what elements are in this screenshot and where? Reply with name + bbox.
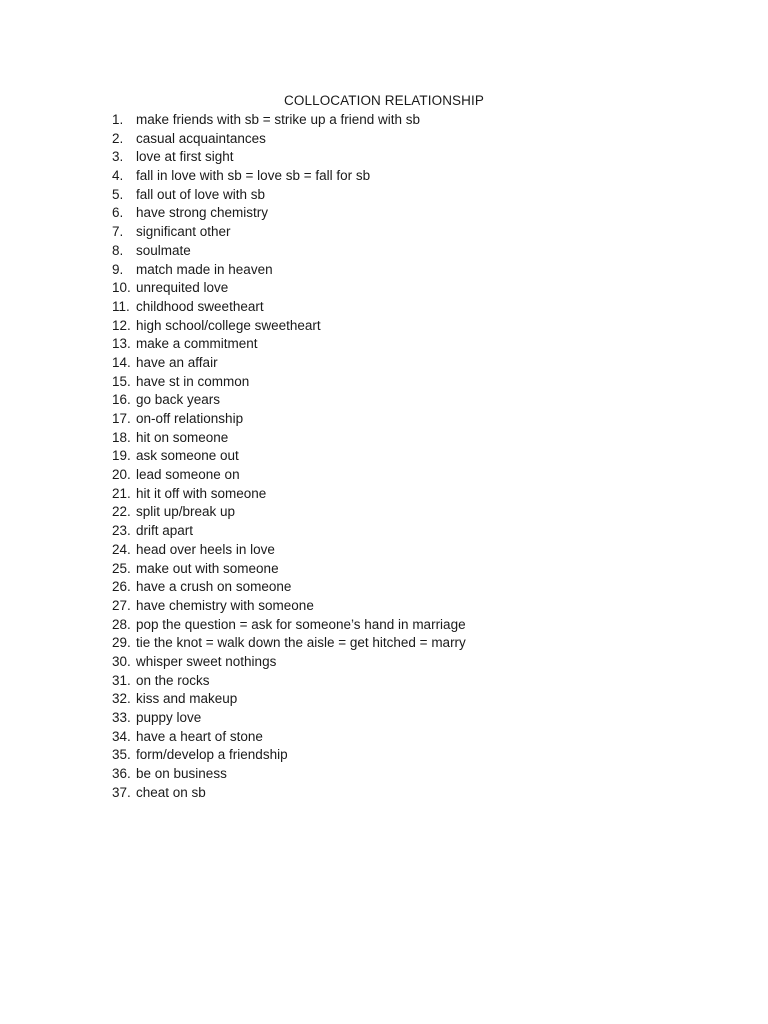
page-title: COLLOCATION RELATIONSHIP [284, 93, 484, 108]
list-item-text: significant other [136, 224, 231, 240]
list-item-number: 37. [112, 784, 131, 800]
list-item [112, 672, 466, 691]
list-item-number: 32. [112, 691, 131, 707]
list-item-number: 29. [112, 635, 131, 651]
list-item [112, 335, 466, 354]
list-item [112, 765, 466, 784]
list-item [112, 597, 466, 616]
list-item-number: 8. [112, 242, 124, 258]
list-item [112, 578, 466, 597]
list-item-text: have a heart of stone [136, 728, 263, 744]
list-item [112, 503, 466, 522]
list-item-text: on-off relationship [136, 411, 244, 426]
list-item-number: 31. [112, 672, 131, 688]
list-item [112, 784, 466, 803]
list-item-text: ask someone out [136, 448, 239, 464]
list-item [112, 653, 466, 672]
list-item-text: have an affair [136, 354, 218, 370]
list-item-number: 11. [112, 298, 130, 314]
list-item-text: cheat on sb [136, 784, 206, 800]
list-item-number: 17. [112, 411, 131, 426]
list-item-text: childhood sweetheart [136, 298, 264, 314]
list-item-number: 16. [112, 392, 131, 408]
list-item-number: 1. [112, 112, 124, 127]
list-item-number: 4. [112, 168, 124, 184]
list-item-text: fall in love with sb = love sb = fall for sb [136, 168, 371, 184]
list-item [112, 728, 466, 747]
list-item-text: have a crush on someone [136, 579, 292, 595]
list-item-text: casual acquaintances [136, 130, 266, 146]
list-item [112, 522, 466, 541]
list-item [112, 560, 466, 579]
list-item-number: 2. [112, 130, 124, 146]
list-item-text: hit on someone [136, 429, 229, 445]
list-item-text: soulmate [136, 242, 191, 258]
list-item [112, 167, 466, 186]
list-item-text: love at first sight [136, 149, 234, 165]
list-item [112, 466, 466, 485]
list-item-number: 3. [112, 149, 124, 165]
list-item [112, 429, 466, 448]
list-item-text: hit it off with someone [136, 485, 267, 501]
list-item [112, 485, 466, 504]
list-item-text: lead someone on [136, 467, 240, 483]
list-item-text: fall out of love with sb [136, 186, 266, 202]
list-item-number: 5. [112, 186, 124, 202]
list-item-number: 22. [112, 504, 131, 520]
list-item [112, 223, 466, 242]
list-item-number: 9. [112, 261, 124, 277]
list-item-number: 12. [112, 317, 131, 333]
list-item [112, 242, 466, 261]
list-item-number: 26. [112, 579, 131, 595]
list-item-text: go back years [136, 392, 221, 408]
list-item [112, 130, 466, 149]
list-item-number: 13. [112, 336, 131, 352]
list-item-text: make friends with sb = strike up a friend with sb [136, 112, 421, 127]
list-item-number: 23. [112, 523, 131, 539]
list-item-text: have chemistry with someone [136, 597, 314, 613]
list-item [112, 298, 466, 317]
list-item-text: form/develop a friendship [136, 747, 288, 763]
list-item-text: have st in common [136, 373, 250, 389]
list-item [112, 616, 466, 635]
list-item-number: 27. [112, 597, 131, 613]
list-item [112, 391, 466, 410]
list-item-text: pop the question = ask for someone’s hand in marriage [136, 616, 466, 632]
list-item [112, 373, 466, 392]
list-item-number: 20. [112, 467, 131, 483]
list-item [112, 746, 466, 765]
collocation-list [112, 111, 466, 802]
list-item-text: puppy love [136, 710, 202, 725]
list-item-number: 30. [112, 653, 131, 669]
list-item [112, 279, 466, 298]
list-item-number: 28. [112, 616, 131, 632]
list-item-text: tie the knot = walk down the aisle = get hitched = marry [136, 635, 466, 651]
list-item-text: match made in heaven [136, 261, 273, 277]
list-item [112, 447, 466, 466]
list-item-number: 33. [112, 710, 131, 725]
list-item [112, 148, 466, 167]
list-item-number: 14. [112, 354, 131, 370]
list-item-text: make out with someone [136, 560, 279, 576]
list-item-number: 34. [112, 728, 131, 744]
list-item [112, 186, 466, 205]
list-item-text: drift apart [136, 523, 194, 539]
list-item [112, 541, 466, 560]
list-item-number: 6. [112, 205, 124, 221]
list-item-text: be on business [136, 766, 227, 782]
list-item [112, 317, 466, 336]
list-item-number: 19. [112, 448, 131, 464]
list-item-text: kiss and makeup [136, 691, 238, 707]
list-item-text: unrequited love [136, 280, 229, 296]
list-item-number: 36. [112, 766, 131, 782]
list-item [112, 111, 466, 130]
list-item-number: 35. [112, 747, 131, 763]
list-item-number: 18. [112, 429, 131, 445]
list-item-number: 15. [112, 373, 131, 389]
list-item [112, 634, 466, 653]
list-item-text: head over heels in love [136, 541, 275, 557]
list-item-text: whisper sweet nothings [136, 653, 277, 669]
list-item-text: on the rocks [136, 672, 210, 688]
list-item-text: make a commitment [136, 336, 258, 352]
list-item-number: 25. [112, 560, 131, 576]
list-item [112, 410, 466, 429]
list-item-text: split up/break up [136, 504, 236, 520]
list-item-number: 21. [112, 485, 131, 501]
list-item [112, 709, 466, 728]
list-item [112, 204, 466, 223]
list-item [112, 690, 466, 709]
list-item [112, 261, 466, 280]
list-item-number: 24. [112, 541, 131, 557]
list-item-text: have strong chemistry [136, 205, 269, 221]
list-item-text: high school/college sweetheart [136, 317, 321, 333]
list-item-number: 10. [112, 280, 131, 296]
list-item [112, 354, 466, 373]
list-item-number: 7. [112, 224, 124, 240]
